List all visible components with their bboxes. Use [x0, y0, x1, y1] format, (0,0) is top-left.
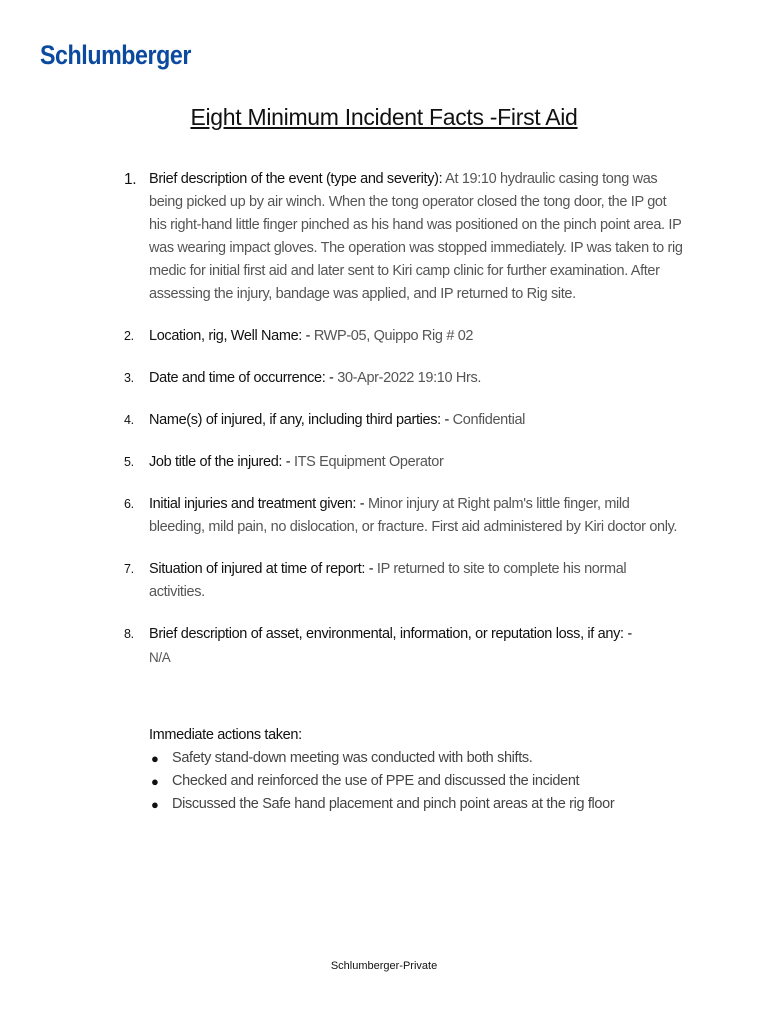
classification-footer: Schlumberger-Private	[330, 960, 438, 972]
fact-item-4	[124, 409, 684, 432]
action-text: Discussed the Safe hand placement and pinch point areas at the rig floor	[172, 796, 615, 812]
bullet-icon: ●	[151, 751, 159, 766]
bullet-icon: ●	[151, 774, 159, 789]
bullet-icon: ●	[151, 797, 159, 812]
fact-number: 2.	[124, 329, 134, 343]
fact-value: RWP-05, Quippo Rig # 02	[313, 328, 474, 344]
fact-item-5	[124, 451, 684, 474]
fact-value: N/A	[149, 650, 171, 665]
fact-item-2	[124, 325, 684, 348]
fact-value: At 19:10 hydraulic casing tong was being picked up by air winch. When the tong operator closed the tong door, the IP got his right-hand little finger pinched as his hand was positioned on the pinch point area. IP was wearing impact gloves. The operation was stopped immediately. IP was taken to rig medic for initial first aid and later sent to Kiri camp clinic for further examination. After assessing the injury, bandage was applied, and IP returned to Rig site.	[149, 171, 683, 302]
incident-facts-list	[124, 168, 684, 670]
fact-value: IP returned to site to complete his normal activities.	[149, 561, 627, 600]
fact-label: Job title of the injured: -	[149, 454, 291, 470]
immediate-actions-section	[149, 723, 669, 816]
immediate-actions-list	[149, 747, 669, 816]
document-title: Eight Minimum Incident Facts -First Aid	[190, 104, 578, 130]
fact-number: 4.	[124, 413, 134, 427]
schlumberger-logo: Schlumberger	[40, 40, 191, 70]
fact-number: 1.	[124, 171, 137, 188]
fact-number: 5.	[124, 455, 134, 469]
action-item	[149, 770, 669, 793]
fact-value: 30-Apr-2022 19:10 Hrs.	[337, 370, 482, 386]
fact-label: Date and time of occurrence: -	[149, 370, 334, 386]
fact-label: Location, rig, Well Name: -	[149, 328, 311, 344]
fact-label: Brief description of the event (type and severity):	[149, 171, 443, 187]
immediate-actions-heading: Immediate actions taken:	[149, 727, 302, 743]
action-item	[149, 793, 669, 816]
action-item	[149, 747, 669, 770]
fact-item-7	[124, 558, 684, 604]
fact-item-1	[124, 168, 684, 306]
fact-label: Initial injuries and treatment given: -	[149, 496, 365, 512]
fact-label: Brief description of asset, environmental, information, or reputation loss, if any: -	[149, 626, 632, 642]
fact-number: 8.	[124, 627, 134, 641]
fact-label: Situation of injured at time of report: -	[149, 561, 374, 577]
action-text: Safety stand-down meeting was conducted with both shifts.	[172, 750, 533, 766]
fact-item-3	[124, 367, 684, 390]
fact-item-6	[124, 493, 684, 539]
fact-item-8	[124, 623, 684, 670]
fact-label: Name(s) of injured, if any, including third parties: -	[149, 412, 449, 428]
action-text: Checked and reinforced the use of PPE and discussed the incident	[172, 773, 580, 789]
fact-value: Confidential	[452, 412, 526, 428]
fact-value: Minor injury at Right palm's little finger, mild bleeding, mild pain, no dislocation, or fracture. First aid administered by Kiri doctor only.	[149, 496, 678, 535]
fact-number: 7.	[124, 562, 134, 576]
fact-number: 3.	[124, 371, 134, 385]
fact-value: ITS Equipment Operator	[293, 454, 444, 470]
fact-number: 6.	[124, 497, 134, 511]
